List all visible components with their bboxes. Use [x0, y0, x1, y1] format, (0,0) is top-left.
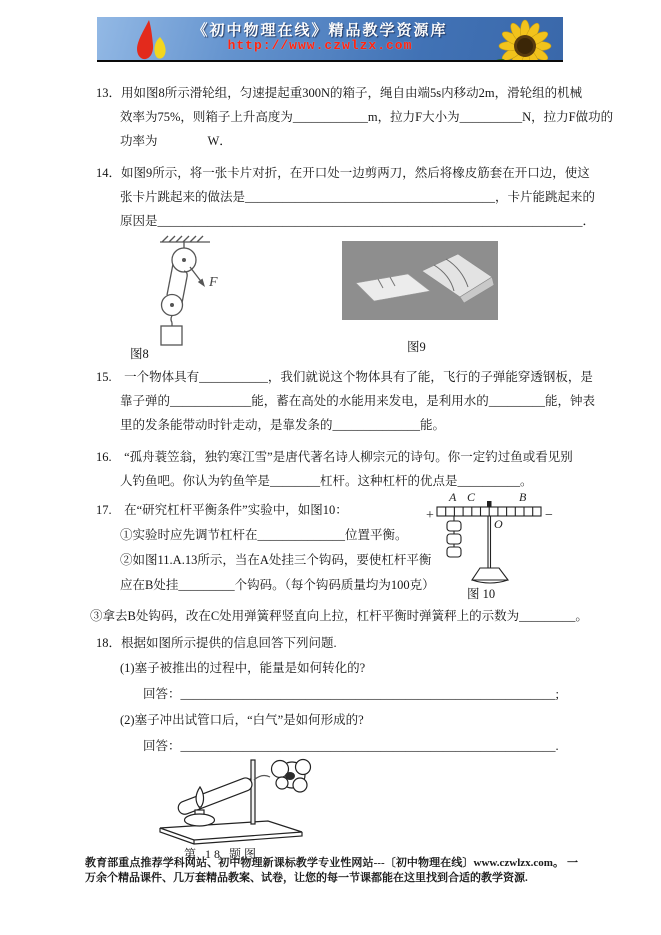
footer-promo-text: 教育部重点推荐学科网站、初中物理新课标教学专业性网站---〔初中物理在线〕www.czwlzx.com。 一万余个精品课件、几万套精品教案、试卷，让您的每一节课都能在这里找到合适的教学资源.	[85, 857, 578, 884]
fig8-force-label: F	[209, 275, 218, 290]
question-17-line-5: ③拿去B处钩码，改在C处用弹簧秤竖直向上拉，杠杆平衡时弹簧秤上的示数为_________。	[90, 609, 588, 623]
question-13-line-2: 效率为75%，则箱子上升高度为____________m，拉力F大小为__________N，拉力F做功的	[120, 110, 614, 124]
fig10-point-c: C	[467, 490, 476, 504]
question-14-line-3: 原因是____________________________________________________________________．	[120, 214, 596, 228]
fig18-testtube-diagram	[150, 756, 335, 846]
question-15-line-1: 15. 一个物体具有___________，我们就说这个物体具有了能，飞行的子弹能穿透钢板，是	[96, 370, 593, 384]
fig18-caption: 第 18 题图	[184, 847, 260, 861]
question-18-line-5: 回答：____________________________________________________________.	[143, 739, 559, 753]
question-15-line-2: 靠子弹的_____________能，蓄在高处的水能用来发电，是利用水的_________能，钟表	[120, 394, 596, 408]
fig10-minus-mark: −	[545, 508, 553, 523]
question-13-line-3: 功率为 W．	[120, 134, 232, 148]
fig8-pulley-diagram	[146, 233, 238, 348]
fig10-point-a: A	[449, 490, 457, 504]
question-14-line-1: 14．如图9所示，将一张卡片对折，在开口处一边剪两刀，然后将橡皮筋套在开口边，使这	[96, 166, 590, 180]
fig10-plus-mark: +	[426, 508, 434, 523]
fig10-caption: 图 10	[467, 587, 496, 601]
question-17-line-3: ②如图11.A.13所示，当在A处挂三个钩码，要使杠杆平衡	[120, 553, 432, 567]
question-17-line-4: 应在B处挂_________个钩码。（每个钩码质量均为100克）	[120, 578, 435, 592]
sunflower-icon	[483, 17, 561, 62]
fig10-lever-diagram	[424, 488, 566, 588]
question-17-line-1: 17. 在“研究杠杆平衡条件”实验中，如图10：	[96, 503, 348, 517]
question-18-line-2: (1)塞子被推出的过程中，能量是如何转化的?	[120, 661, 366, 675]
banner-url: http://www.czwlzx.com	[227, 38, 413, 53]
question-18-line-3: 回答：____________________________________________________________;	[143, 687, 559, 701]
question-17-line-2: ①实验时应先调节杠杆在______________位置平衡。	[120, 528, 408, 542]
question-16-line-1: 16. “孤舟蓑笠翁，独钓寒江雪”是唐代著名诗人柳宗元的诗句。你一定钓过鱼或看见别	[96, 450, 573, 464]
banner-title: 《初中物理在线》精品教学资源库	[192, 23, 448, 39]
question-18-line-4: (2)塞子冲出试管口后，“白气”是如何形成的?	[120, 713, 364, 727]
fig9-cards-photo	[342, 241, 498, 320]
question-13-line-1: 13．用如图8所示滑轮组，匀速提起重300N的箱子，绳自由端5s内移动2m，滑轮组的机械	[96, 86, 583, 100]
question-18-line-1: 18．根据如图所示提供的信息回答下列问题.	[96, 636, 337, 650]
fig10-pivot-o: O	[494, 517, 503, 531]
fig9-caption: 图9	[407, 340, 426, 354]
question-14-line-2: 张卡片跳起来的做法是________________________________________，卡片能跳起来的	[120, 190, 596, 204]
fig8-caption: 图8	[130, 347, 149, 361]
question-15-line-3: 里的发条能带动时针走动，是靠发条的______________能。	[120, 418, 446, 432]
question-16-line-2: 人钓鱼吧。你认为钓鱼竿是________杠杆。这种杠杆的优点是__________。	[120, 474, 533, 488]
fig10-point-b: B	[519, 490, 527, 504]
site-banner	[97, 17, 563, 62]
